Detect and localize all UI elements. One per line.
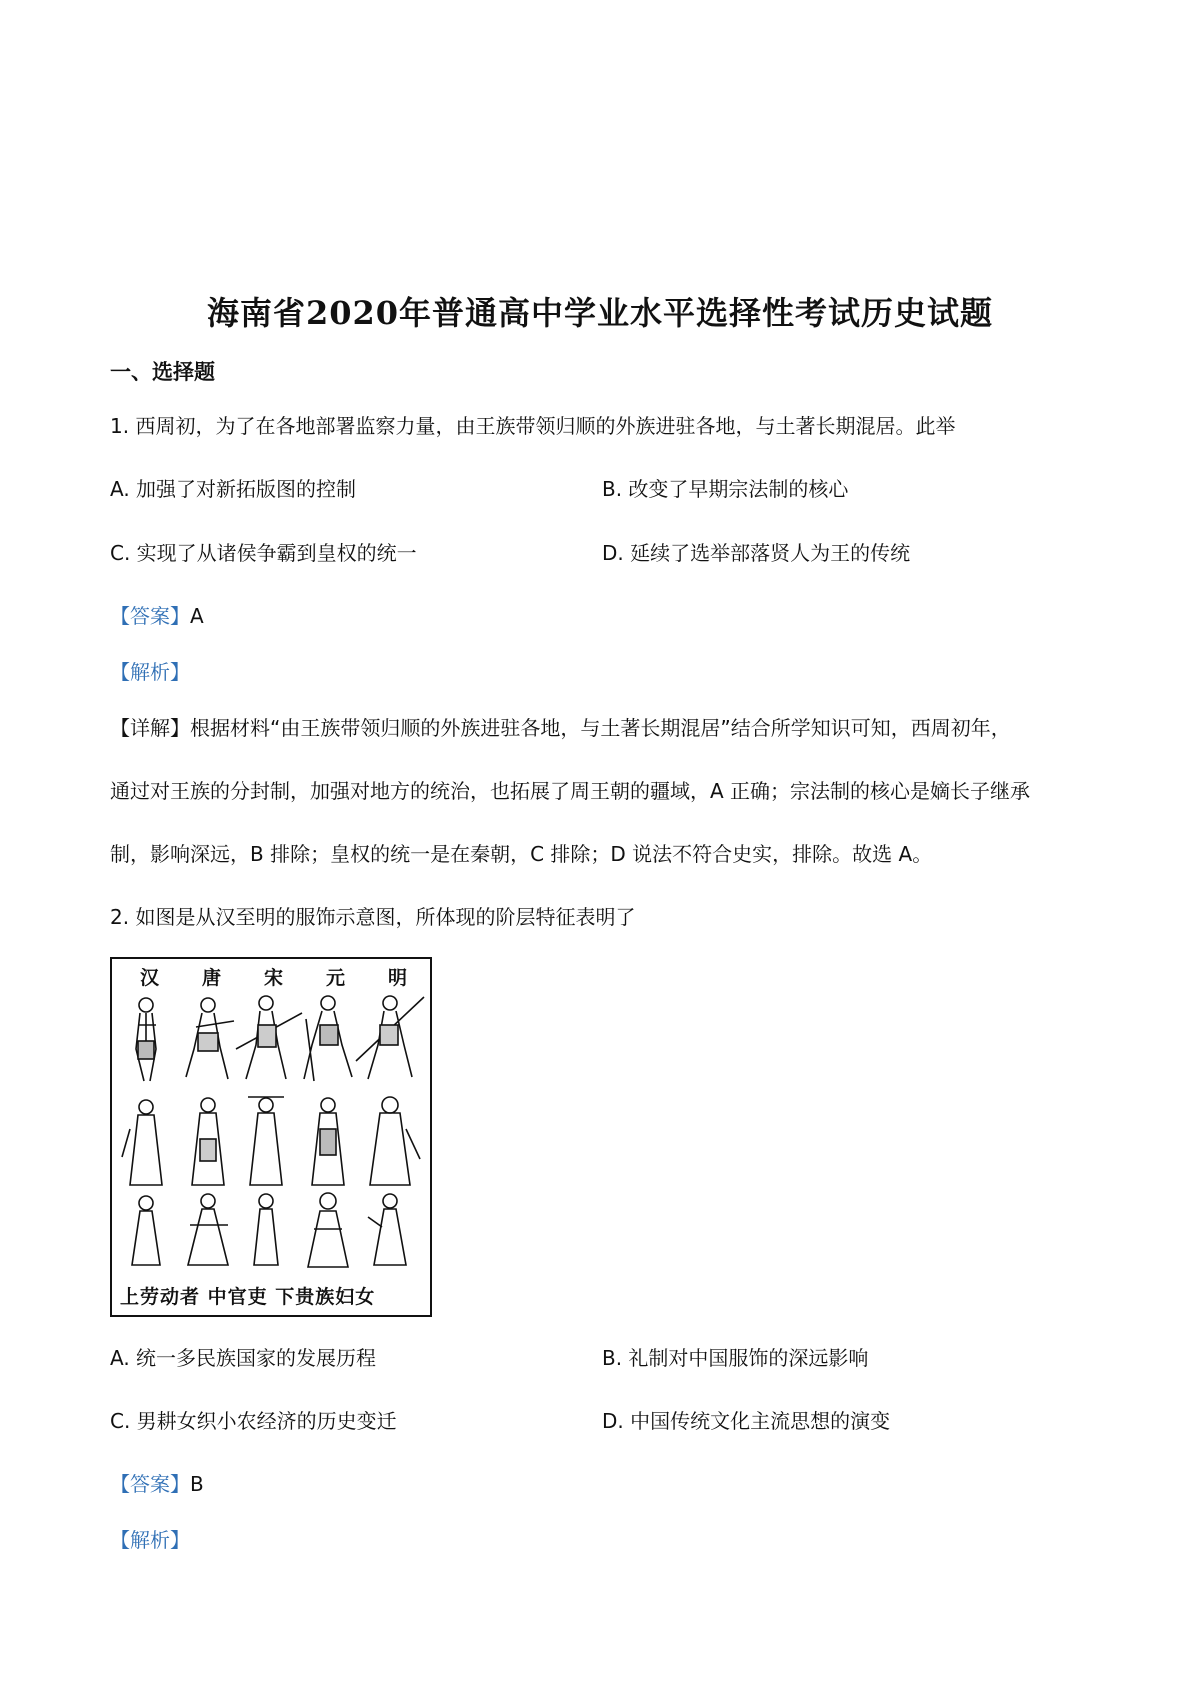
costume-figure xyxy=(110,957,432,1317)
costume-illustration xyxy=(116,989,428,1279)
q2-analysis-tag: 【解析】 xyxy=(110,1528,190,1552)
noblewoman-figures xyxy=(132,1193,406,1267)
q1-option-c: C. 实现了从诸侯争霸到皇权的统一 xyxy=(110,541,417,565)
q2-answer xyxy=(110,1468,204,1497)
q2-option-d: D. 中国传统文化主流思想的演变 xyxy=(602,1409,891,1433)
answer-tag: 【答案】 xyxy=(110,604,190,628)
q1-detail-line-3: 制，影响深远，B 排除；皇权的统一是在秦朝，C 排除；D 说法不符合史实，排除。故选 A。 xyxy=(110,842,933,866)
figure-label-ming: 明 xyxy=(388,967,408,989)
q1-stem: 1. 西周初，为了在各地部署监察力量，由王族带领归顺的外族进驻各地，与土著长期混居。此举 xyxy=(110,414,956,438)
q2-stem: 2. 如图是从汉至明的服饰示意图，所体现的阶层特征表明了 xyxy=(110,905,636,929)
q1-analysis-tag: 【解析】 xyxy=(110,660,190,684)
q2-option-b: B. 礼制对中国服饰的深远影响 xyxy=(602,1346,869,1370)
figure-label-song: 宋 xyxy=(264,967,284,989)
answer-tag: 【答案】 xyxy=(110,1472,190,1496)
figure-label-tang: 唐 xyxy=(202,967,222,989)
answer-value: A xyxy=(190,604,204,628)
q1-option-b: B. 改变了早期宗法制的核心 xyxy=(602,477,849,501)
q1-detail-line-1: 【详解】根据材料“由王族带领归顺的外族进驻各地，与土著长期混居”结合所学知识可知，西周初年， xyxy=(110,716,1011,740)
q1-option-a: A. 加强了对新拓版图的控制 xyxy=(110,477,357,501)
q2-option-c: C. 男耕女织小农经济的历史变迁 xyxy=(110,1409,397,1433)
laborer-figures xyxy=(136,996,424,1081)
page-title: 海南省2020年普通高中学业水平选择性考试历史试题 xyxy=(206,294,994,332)
q2-option-a: A. 统一多民族国家的发展历程 xyxy=(110,1346,377,1370)
q1-answer xyxy=(110,600,204,629)
figure-caption: 上劳动者 中官吏 下贵族妇女 xyxy=(120,1286,376,1308)
official-figures xyxy=(122,1097,420,1185)
q1-option-d: D. 延续了选举部落贤人为王的传统 xyxy=(602,541,911,565)
figure-label-yuan: 元 xyxy=(326,967,346,989)
q1-detail-line-2: 通过对王族的分封制，加强对地方的统治，也拓展了周王朝的疆域，A 正确；宗法制的核心是嫡长子继承 xyxy=(110,779,1031,803)
answer-value: B xyxy=(190,1472,204,1496)
figure-label-han: 汉 xyxy=(140,967,160,989)
section-heading: 一、选择题 xyxy=(110,360,215,384)
